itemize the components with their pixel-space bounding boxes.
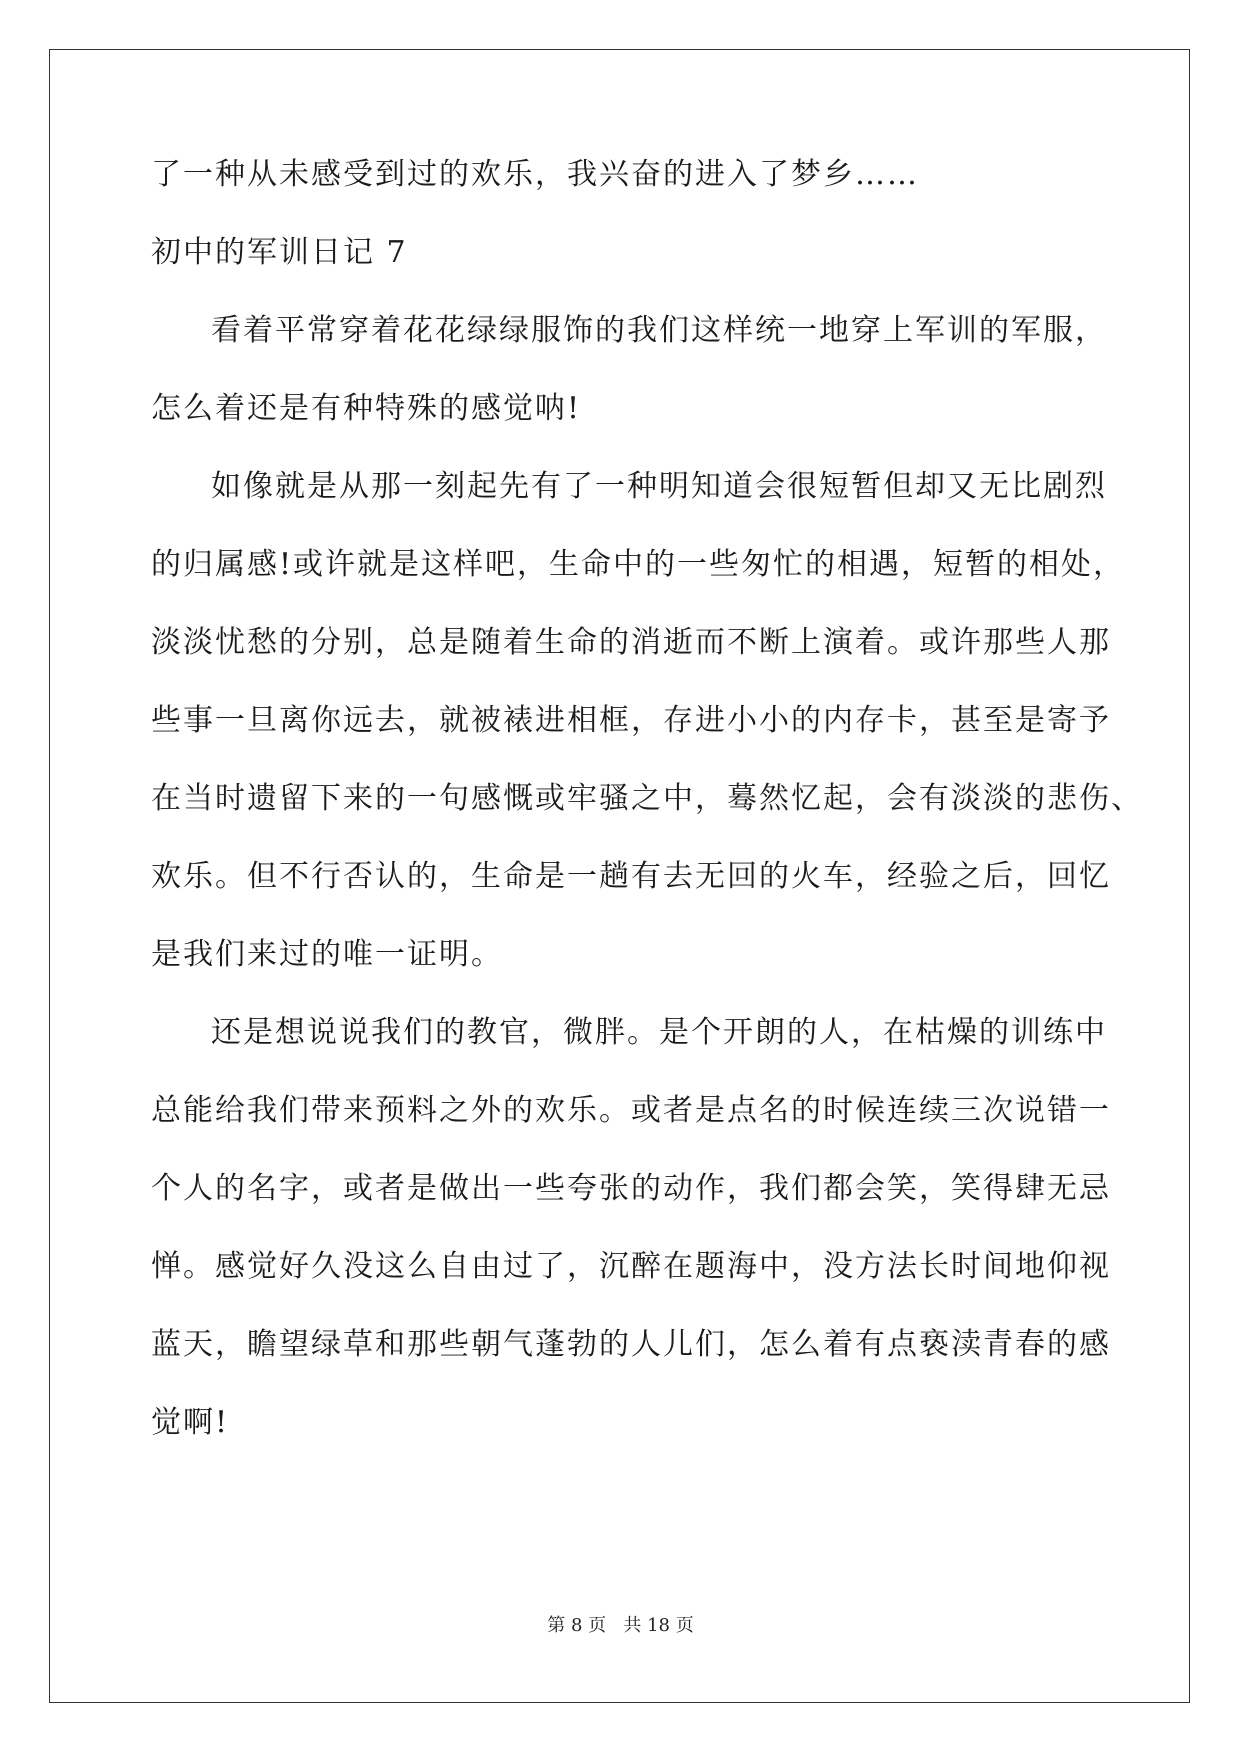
paragraph-line: 了一种从未感受到过的欢乐，我兴奋的进入了梦乡…… <box>151 157 919 192</box>
paragraph-line: 是我们来过的唯一证明。 <box>151 937 503 972</box>
paragraph-line: 还是想说说我们的教官，微胖。是个开朗的人，在枯燥的训练中 <box>211 1015 1107 1050</box>
paragraph-line: 个人的名字，或者是做出一些夸张的动作，我们都会笑，笑得肆无忌 <box>151 1171 1111 1206</box>
paragraph-line: 觉啊! <box>151 1405 230 1440</box>
paragraph-line: 淡淡忧愁的分别，总是随着生命的消逝而不断上演着。或许那些人那 <box>151 625 1111 660</box>
page-number: 第 8 页 <box>547 1615 607 1636</box>
section-heading: 初中的军训日记 7 <box>151 235 408 270</box>
paragraph-line: 欢乐。但不行否认的，生命是一趟有去无回的火车，经验之后，回忆 <box>151 859 1111 894</box>
paragraph-line: 看着平常穿着花花绿绿服饰的我们这样统一地穿上军训的军服， <box>211 313 1107 348</box>
paragraph-line: 蓝天，瞻望绿草和那些朝气蓬勃的人儿们，怎么着有点亵渎青春的感 <box>151 1327 1111 1362</box>
page-footer <box>0 1614 1241 1638</box>
document-body <box>151 157 1143 1486</box>
paragraph-line: 如像就是从那一刻起先有了一种明知道会很短暂但却又无比剧烈 <box>211 469 1107 504</box>
paragraph-line: 的归属感!或许就是这样吧，生命中的一些匆忙的相遇，短暂的相处， <box>151 547 1126 582</box>
paragraph-line: 总能给我们带来预料之外的欢乐。或者是点名的时候连续三次说错一 <box>151 1093 1111 1128</box>
paragraph-line: 怎么着还是有种特殊的感觉呐! <box>151 391 582 426</box>
paragraph-line: 些事一旦离你远去，就被裱进相框，存进小小的内存卡，甚至是寄予 <box>151 703 1111 738</box>
paragraph-line: 惮。感觉好久没这么自由过了，沉醉在题海中，没方法长时间地仰视 <box>151 1249 1111 1284</box>
paragraph-line: 在当时遗留下来的一句感慨或牢骚之中，蓦然忆起，会有淡淡的悲伤、 <box>151 781 1143 816</box>
page-total: 共 18 页 <box>623 1615 694 1636</box>
